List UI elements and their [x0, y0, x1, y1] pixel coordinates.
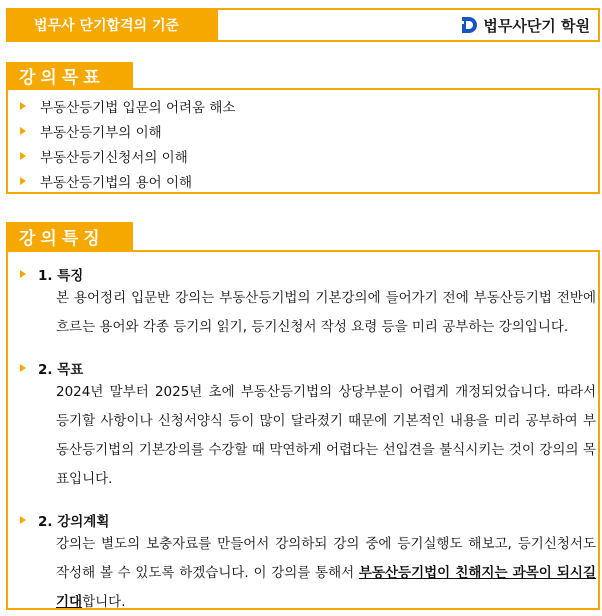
triangle-bullet-icon: [20, 516, 26, 524]
feature-body-tail: 합니다.: [82, 594, 126, 610]
feature-heading: [20, 358, 598, 378]
feature-block: [20, 358, 598, 494]
triangle-bullet-icon: [20, 152, 26, 160]
triangle-bullet-icon: [20, 364, 26, 372]
feature-body: 2024년 말부터 2025년 초에 부동산등기법의 상당부분이 어렵게 개정되었습니다. 따라서 등기할 사항이나 신청서양식 등이 많이 달라졌기 때문에 기본적인 내용을 미리 공부하여 부동산등기법의 기본강의를 수강할 때 막연하게 어렵다는 선입견을 불식시키는 것이 강의의 목표입니다.: [56, 384, 596, 487]
feature-body: [56, 530, 596, 616]
features-section-title: 강의특징: [6, 222, 133, 250]
page-header: [6, 8, 600, 42]
brand-d-logo-icon: [460, 16, 478, 34]
feature-heading-text: 2. 강의계획: [38, 514, 110, 530]
goals-section-title: 강의목표: [6, 62, 133, 88]
goal-text: 부동산등기신청서의 이해: [40, 149, 188, 166]
goals-box: [6, 88, 600, 194]
goal-item: [20, 93, 598, 118]
goal-item: [20, 168, 598, 193]
triangle-bullet-icon: [20, 270, 26, 278]
feature-block: [20, 510, 598, 616]
feature-block: [20, 264, 598, 342]
feature-heading: [20, 510, 598, 530]
feature-heading-text: 2. 목표: [38, 362, 84, 378]
feature-heading-text: 1. 특징: [38, 268, 84, 284]
goal-text: 부동산등기부의 이해: [40, 124, 162, 141]
feature-body-text: 강의는 별도의 보충자료를 만들어서 강의하되 강의 중에 등기실행도 해보고, 등기신청서도 작성해 볼 수 있도록 하겠습니다. 이 강의를 통해서: [56, 536, 596, 581]
goal-text: 부동산등기법의 용어 이해: [40, 174, 193, 191]
features-box: [6, 250, 600, 610]
brand-name: 법무사단기 학원: [483, 16, 590, 35]
brand-area: [218, 10, 598, 40]
feature-body: 본 용어정리 입문반 강의는 부동산등기법의 기본강의에 들어가기 전에 부동산등기법 전반에 흐르는 용어와 각종 등기의 읽기, 등기신청서 작성 요령 등을 미리 공부하는 강의입니다.: [56, 290, 596, 335]
goal-item: [20, 143, 598, 168]
feature-heading: [20, 264, 598, 284]
triangle-bullet-icon: [20, 127, 26, 135]
goal-item: [20, 118, 598, 143]
feature-body-emphasis: 부동산등기법이 친해지는 과목이 되시길 기대: [56, 565, 596, 610]
goal-text: 부동산등기법 입문의 어려움 해소: [40, 99, 236, 116]
triangle-bullet-icon: [20, 102, 26, 110]
header-title: 법무사 단기합격의 기준: [8, 10, 218, 40]
triangle-bullet-icon: [20, 177, 26, 185]
